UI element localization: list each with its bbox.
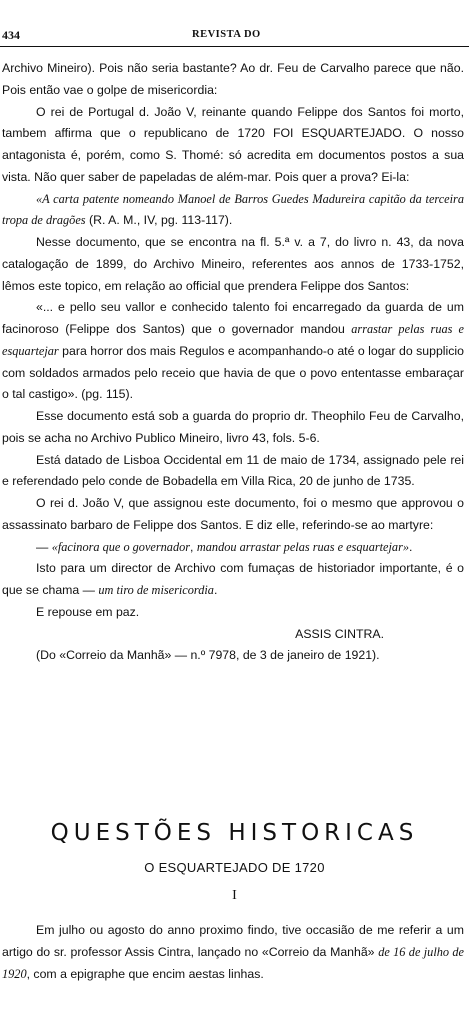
paragraph: O rei d. João V, que assignou este documento, foi o mesmo que approvou o assassinato barbaro de Felippe dos Santos. E diz elle, referindo-se ao martyre: [2,496,464,532]
paragraph-text: Isto para um director de Archivo com fumaças de historiador importante, é o que se chama — [2,561,464,597]
page-header [2,28,466,46]
period: . [213,583,218,597]
date-italic: de 16 de julho de 1920 [2,944,464,981]
period: . [409,539,413,554]
paragraph-text: , com a epigraphe que encim aestas linhas. [26,966,264,981]
quote-text: «... e pello seu vallor e conhecido talento foi encarregado da guarda de um facinoroso (Felippe dos Santos) que o governador mandou [2,300,464,336]
section-number: I [232,888,237,903]
paragraph [2,558,464,602]
paragraph-quote [2,297,464,406]
header-rule [0,46,469,47]
paragraph-quote [2,537,464,559]
quote-italic: mandou arrastar pelas ruas e esquartejar» [196,539,410,554]
section-subtitle: O ESQUARTEJADO DE 1720 [144,860,325,875]
paragraph: E repouse em paz. [36,604,140,619]
section-body [2,920,464,985]
paragraph-citation [2,189,464,233]
comma: , [190,539,197,554]
quote-italic: «facinora que o governador [51,539,191,554]
paragraph-text: Em julho ou agosto do anno proximo findo, tive occasião de me referir a um artigo do sr. professor Assis Cintra, lançado no «Correio da Manhã» [2,923,464,959]
paragraph [2,920,464,985]
paragraph: O rei de Portugal d. João V, reinante quando Felippe dos Santos foi morto, tambem affirma que o republicano de 1720 FOI ESQUARTEJADO. O nosso antagonista é, porém, como S. Thomé: só acredita em documentos postos a sua vista. Não quer saber de papeladas de além-mar. Pois quer a prova? Ei-la: [2,104,464,184]
emphasis-italic: um tiro de misericordia [98,583,214,597]
signature: ASSIS CINTRA. [295,626,384,641]
paragraph: Archivo Mineiro). Pois não seria bastante? Ao dr. Feu de Carvalho parece que não. Pois então vae o golpe de misericordia: [2,61,464,97]
running-title: REVISTA DO [192,29,261,40]
paragraph: Está datado de Lisboa Occidental em 11 de maio de 1734, assignado pele rei e referendado pelo conde de Bobadella em Villa Rica, 20 de junho de 1735. [2,452,464,489]
citation-reference: (R. A. M., IV, pg. 113-117). [85,213,233,228]
paragraph: Esse documento está sob a guarda do proprio dr. Theophilo Feu de Carvalho, pois se acha no Archivo Publico Mineiro, livro 43, fols. 5-6. [2,409,464,445]
article-body [2,58,464,667]
quote-text: para horror dos mais Regulos e acompanhando-o até o logar do supplicio com soldados armados pelo receio que havia de que o povo ententasse embaraçar o tal castigo». (pg. 115). [2,343,464,402]
dash: — [36,539,52,554]
section-title: QUESTÕES HISTORICAS [50,820,419,846]
quote-italic: arrastar pelas ruas e esquartejar [2,322,465,358]
source-note: (Do «Correio da Manhã» — n.º 7978, de 3 de janeiro de 1921). [36,648,380,663]
citation-italic: «A carta patente nomeando Manoel de Barros Guedes Madureira capitão da terceira tropa de dragões [2,191,464,228]
paragraph: Nesse documento, que se encontra na fl. 5.ª v. a 7, do livro n. 43, da nova catalogação de 1899, do Archivo Mineiro, referentes aos annos de 1733-1752, lêmos este topico, em relação ao official que prendera Felippe dos Santos: [2,235,464,293]
page-number: 434 [2,28,20,42]
